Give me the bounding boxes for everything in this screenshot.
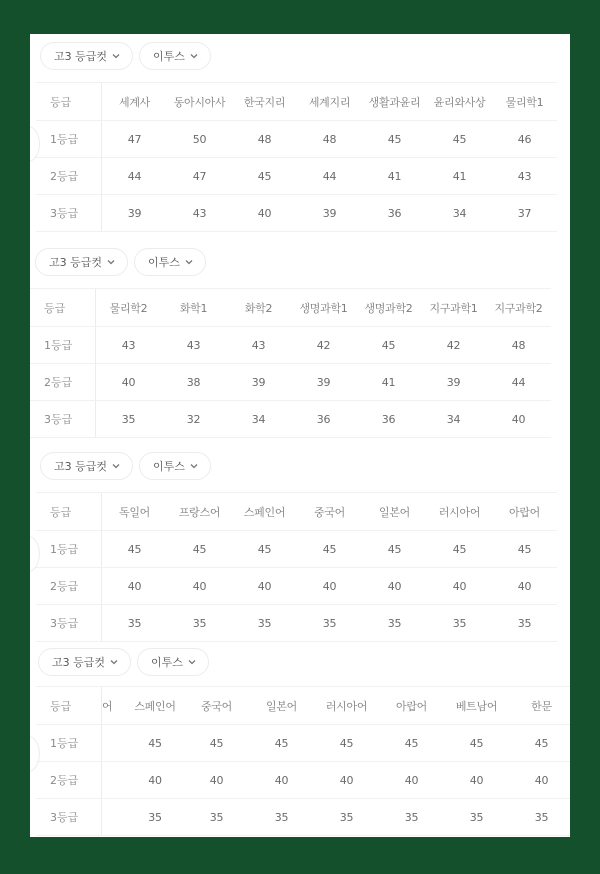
score-cell: 35 xyxy=(148,810,162,824)
score-cell: 37 xyxy=(517,206,532,220)
table-row xyxy=(36,799,570,836)
table-row xyxy=(36,762,570,799)
score-cell: 43 xyxy=(192,206,207,220)
table-row xyxy=(30,327,551,364)
header-subject: 독일어 xyxy=(119,505,150,519)
dropdown-label: 이투스 xyxy=(153,460,185,473)
score-cell: 36 xyxy=(387,206,402,220)
score-cell: 35 xyxy=(127,616,142,630)
table-header-row xyxy=(36,83,557,121)
header-subject: 베트남어 xyxy=(455,699,498,713)
header-grade: 등급 xyxy=(36,493,102,530)
grade-type-dropdown[interactable] xyxy=(40,452,133,480)
score-cell: 45 xyxy=(339,736,354,750)
score-cell: 35 xyxy=(452,616,467,630)
dropdown-label: 고3 등급컷 xyxy=(52,656,105,669)
table-header-row xyxy=(36,687,570,725)
row-grade: 2등급 xyxy=(36,158,102,194)
header-subject: 러시아어 xyxy=(325,699,368,713)
provider-dropdown[interactable] xyxy=(137,648,209,676)
score-cell: 34 xyxy=(251,412,266,426)
score-cell: 48 xyxy=(257,132,272,146)
score-cell: 45 xyxy=(127,542,142,556)
row-grade: 3등급 xyxy=(36,605,102,641)
header-subject-truncated: 어 xyxy=(102,699,113,713)
score-cell: 40 xyxy=(339,773,354,787)
score-cell: 40 xyxy=(192,579,207,593)
score-cell: 40 xyxy=(469,773,484,787)
header-subject: 일본어 xyxy=(266,699,297,713)
score-cell: 40 xyxy=(387,579,402,593)
header-subject: 일본어 xyxy=(379,505,410,519)
dropdown-label: 이투스 xyxy=(148,256,180,269)
header-subject: 스페인어 xyxy=(134,699,176,713)
score-cell: 40 xyxy=(121,375,136,389)
row-grade: 1등급 xyxy=(36,725,102,761)
score-cell: 35 xyxy=(404,810,419,824)
filter-bar xyxy=(35,248,206,278)
filter-bar xyxy=(40,42,211,72)
provider-dropdown[interactable] xyxy=(139,452,211,480)
table-row xyxy=(36,725,570,762)
table-row xyxy=(30,401,551,438)
score-cell: 41 xyxy=(452,169,467,183)
score-cell: 36 xyxy=(381,412,396,426)
grade-table xyxy=(36,492,557,642)
header-subject: 윤리와사상 xyxy=(433,95,486,109)
score-cell: 40 xyxy=(127,579,142,593)
score-cell: 45 xyxy=(404,736,419,750)
score-cell: 35 xyxy=(209,810,224,824)
score-cell: 47 xyxy=(192,169,207,183)
score-cell: 45 xyxy=(209,736,224,750)
chevron-down-icon xyxy=(106,257,116,267)
filter-bar xyxy=(40,452,211,482)
dropdown-label: 고3 등급컷 xyxy=(54,50,107,63)
score-cell: 40 xyxy=(511,412,526,426)
score-cell: 40 xyxy=(517,579,532,593)
score-cell: 40 xyxy=(209,773,224,787)
dropdown-label: 이투스 xyxy=(151,656,183,669)
score-cell: 47 xyxy=(127,132,142,146)
grade-type-dropdown[interactable] xyxy=(38,648,131,676)
score-cell: 43 xyxy=(121,338,136,352)
score-cell: 39 xyxy=(251,375,266,389)
score-cell: 40 xyxy=(257,206,272,220)
grade-table xyxy=(36,686,570,836)
header-subject: 생활과윤리 xyxy=(368,95,421,109)
header-subject: 생명과학1 xyxy=(299,301,348,315)
header-subject: 동아시아사 xyxy=(173,95,226,109)
score-cell: 40 xyxy=(148,773,162,787)
header-subject: 물리학2 xyxy=(109,301,148,315)
header-subject: 중국어 xyxy=(201,699,232,713)
score-cell: 45 xyxy=(274,736,289,750)
score-cell: 35 xyxy=(469,810,484,824)
score-cell: 45 xyxy=(452,542,467,556)
score-cell: 42 xyxy=(446,338,461,352)
score-cell: 40 xyxy=(322,579,337,593)
score-cell: 35 xyxy=(517,616,532,630)
score-cell: 40 xyxy=(404,773,419,787)
provider-dropdown[interactable] xyxy=(139,42,211,70)
header-subject: 화학2 xyxy=(244,301,273,315)
score-cell: 43 xyxy=(186,338,201,352)
header-subject: 물리학1 xyxy=(505,95,544,109)
header-subject: 러시아어 xyxy=(438,505,481,519)
score-cell: 32 xyxy=(186,412,201,426)
score-cell: 40 xyxy=(534,773,549,787)
score-cell: 45 xyxy=(381,338,396,352)
header-grade: 등급 xyxy=(30,289,96,326)
header-subject: 프랑스어 xyxy=(178,505,221,519)
score-cell: 45 xyxy=(469,736,484,750)
score-cell: 48 xyxy=(322,132,337,146)
score-cell: 40 xyxy=(452,579,467,593)
header-subject: 화학1 xyxy=(179,301,208,315)
table-row xyxy=(36,121,557,158)
score-cell: 45 xyxy=(517,542,532,556)
header-subject: 아랍어 xyxy=(509,505,540,519)
score-cell: 46 xyxy=(517,132,532,146)
table-row xyxy=(36,605,557,642)
score-cell: 36 xyxy=(316,412,331,426)
header-grade: 등급 xyxy=(36,83,102,120)
header-subject: 중국어 xyxy=(314,505,345,519)
score-cell: 41 xyxy=(381,375,396,389)
header-subject: 한국지리 xyxy=(243,95,286,109)
score-cell: 44 xyxy=(511,375,526,389)
dropdown-label: 고3 등급컷 xyxy=(49,256,102,269)
row-grade: 3등급 xyxy=(36,195,102,231)
score-cell: 44 xyxy=(127,169,142,183)
score-cell: 42 xyxy=(316,338,331,352)
score-cell: 34 xyxy=(452,206,467,220)
table-row xyxy=(36,531,557,568)
score-cell: 45 xyxy=(192,542,207,556)
provider-dropdown[interactable] xyxy=(134,248,206,276)
score-cell: 35 xyxy=(534,810,549,824)
grade-table xyxy=(30,288,551,438)
grade-table xyxy=(36,82,557,232)
score-cell: 35 xyxy=(387,616,402,630)
header-subject: 한문 xyxy=(531,699,552,713)
score-cell: 45 xyxy=(387,132,402,146)
score-cell: 43 xyxy=(517,169,532,183)
score-cell: 40 xyxy=(257,579,272,593)
score-cell: 38 xyxy=(186,375,201,389)
score-cell: 45 xyxy=(452,132,467,146)
score-cell: 35 xyxy=(257,616,272,630)
dropdown-label: 고3 등급컷 xyxy=(54,460,107,473)
score-cell: 45 xyxy=(322,542,337,556)
score-cell: 45 xyxy=(534,736,549,750)
score-cell: 45 xyxy=(257,169,272,183)
score-cell: 34 xyxy=(446,412,461,426)
row-grade: 3등급 xyxy=(36,799,102,835)
header-subject: 아랍어 xyxy=(396,699,427,713)
header-subject: 세계사 xyxy=(119,95,150,109)
row-grade: 2등급 xyxy=(36,568,102,604)
score-cell: 45 xyxy=(257,542,272,556)
row-grade: 1등급 xyxy=(30,327,96,363)
score-cell: 39 xyxy=(316,375,331,389)
score-cell: 50 xyxy=(192,132,207,146)
score-cell: 41 xyxy=(387,169,402,183)
table-row xyxy=(30,364,551,401)
score-cell: 45 xyxy=(148,736,162,750)
row-grade: 1등급 xyxy=(36,531,102,567)
dropdown-label: 이투스 xyxy=(153,50,185,63)
chevron-down-icon xyxy=(184,257,194,267)
chevron-down-icon xyxy=(189,461,199,471)
score-cell: 48 xyxy=(511,338,526,352)
score-cell: 35 xyxy=(274,810,289,824)
score-cell: 35 xyxy=(121,412,136,426)
table-header-row xyxy=(36,493,557,531)
table-row xyxy=(36,158,557,195)
grade-cut-panel xyxy=(30,34,570,837)
score-cell: 43 xyxy=(251,338,266,352)
table-header-row xyxy=(30,289,551,327)
score-cell: 35 xyxy=(192,616,207,630)
score-cell: 39 xyxy=(322,206,337,220)
chevron-down-icon xyxy=(187,657,197,667)
score-cell: 35 xyxy=(339,810,354,824)
score-cell: 45 xyxy=(387,542,402,556)
header-grade: 등급 xyxy=(36,687,102,724)
grade-type-dropdown[interactable] xyxy=(40,42,133,70)
chevron-down-icon xyxy=(111,461,121,471)
chevron-down-icon xyxy=(189,51,199,61)
table-row xyxy=(36,568,557,605)
score-cell: 35 xyxy=(322,616,337,630)
score-cell: 39 xyxy=(127,206,142,220)
grade-type-dropdown[interactable] xyxy=(35,248,128,276)
row-grade: 3등급 xyxy=(30,401,96,437)
row-grade: 2등급 xyxy=(36,762,102,798)
row-grade: 1등급 xyxy=(36,121,102,157)
header-subject: 지구과학2 xyxy=(494,301,543,315)
header-subject: 생명과학2 xyxy=(364,301,413,315)
filter-bar xyxy=(38,648,209,678)
row-grade: 2등급 xyxy=(30,364,96,400)
table-row xyxy=(36,195,557,232)
header-subject: 스페인어 xyxy=(243,505,286,519)
score-cell: 44 xyxy=(322,169,337,183)
chevron-down-icon xyxy=(109,657,119,667)
header-subject: 지구과학1 xyxy=(429,301,478,315)
chevron-down-icon xyxy=(111,51,121,61)
header-subject: 세계지리 xyxy=(308,95,351,109)
score-cell: 40 xyxy=(274,773,289,787)
score-cell: 39 xyxy=(446,375,461,389)
